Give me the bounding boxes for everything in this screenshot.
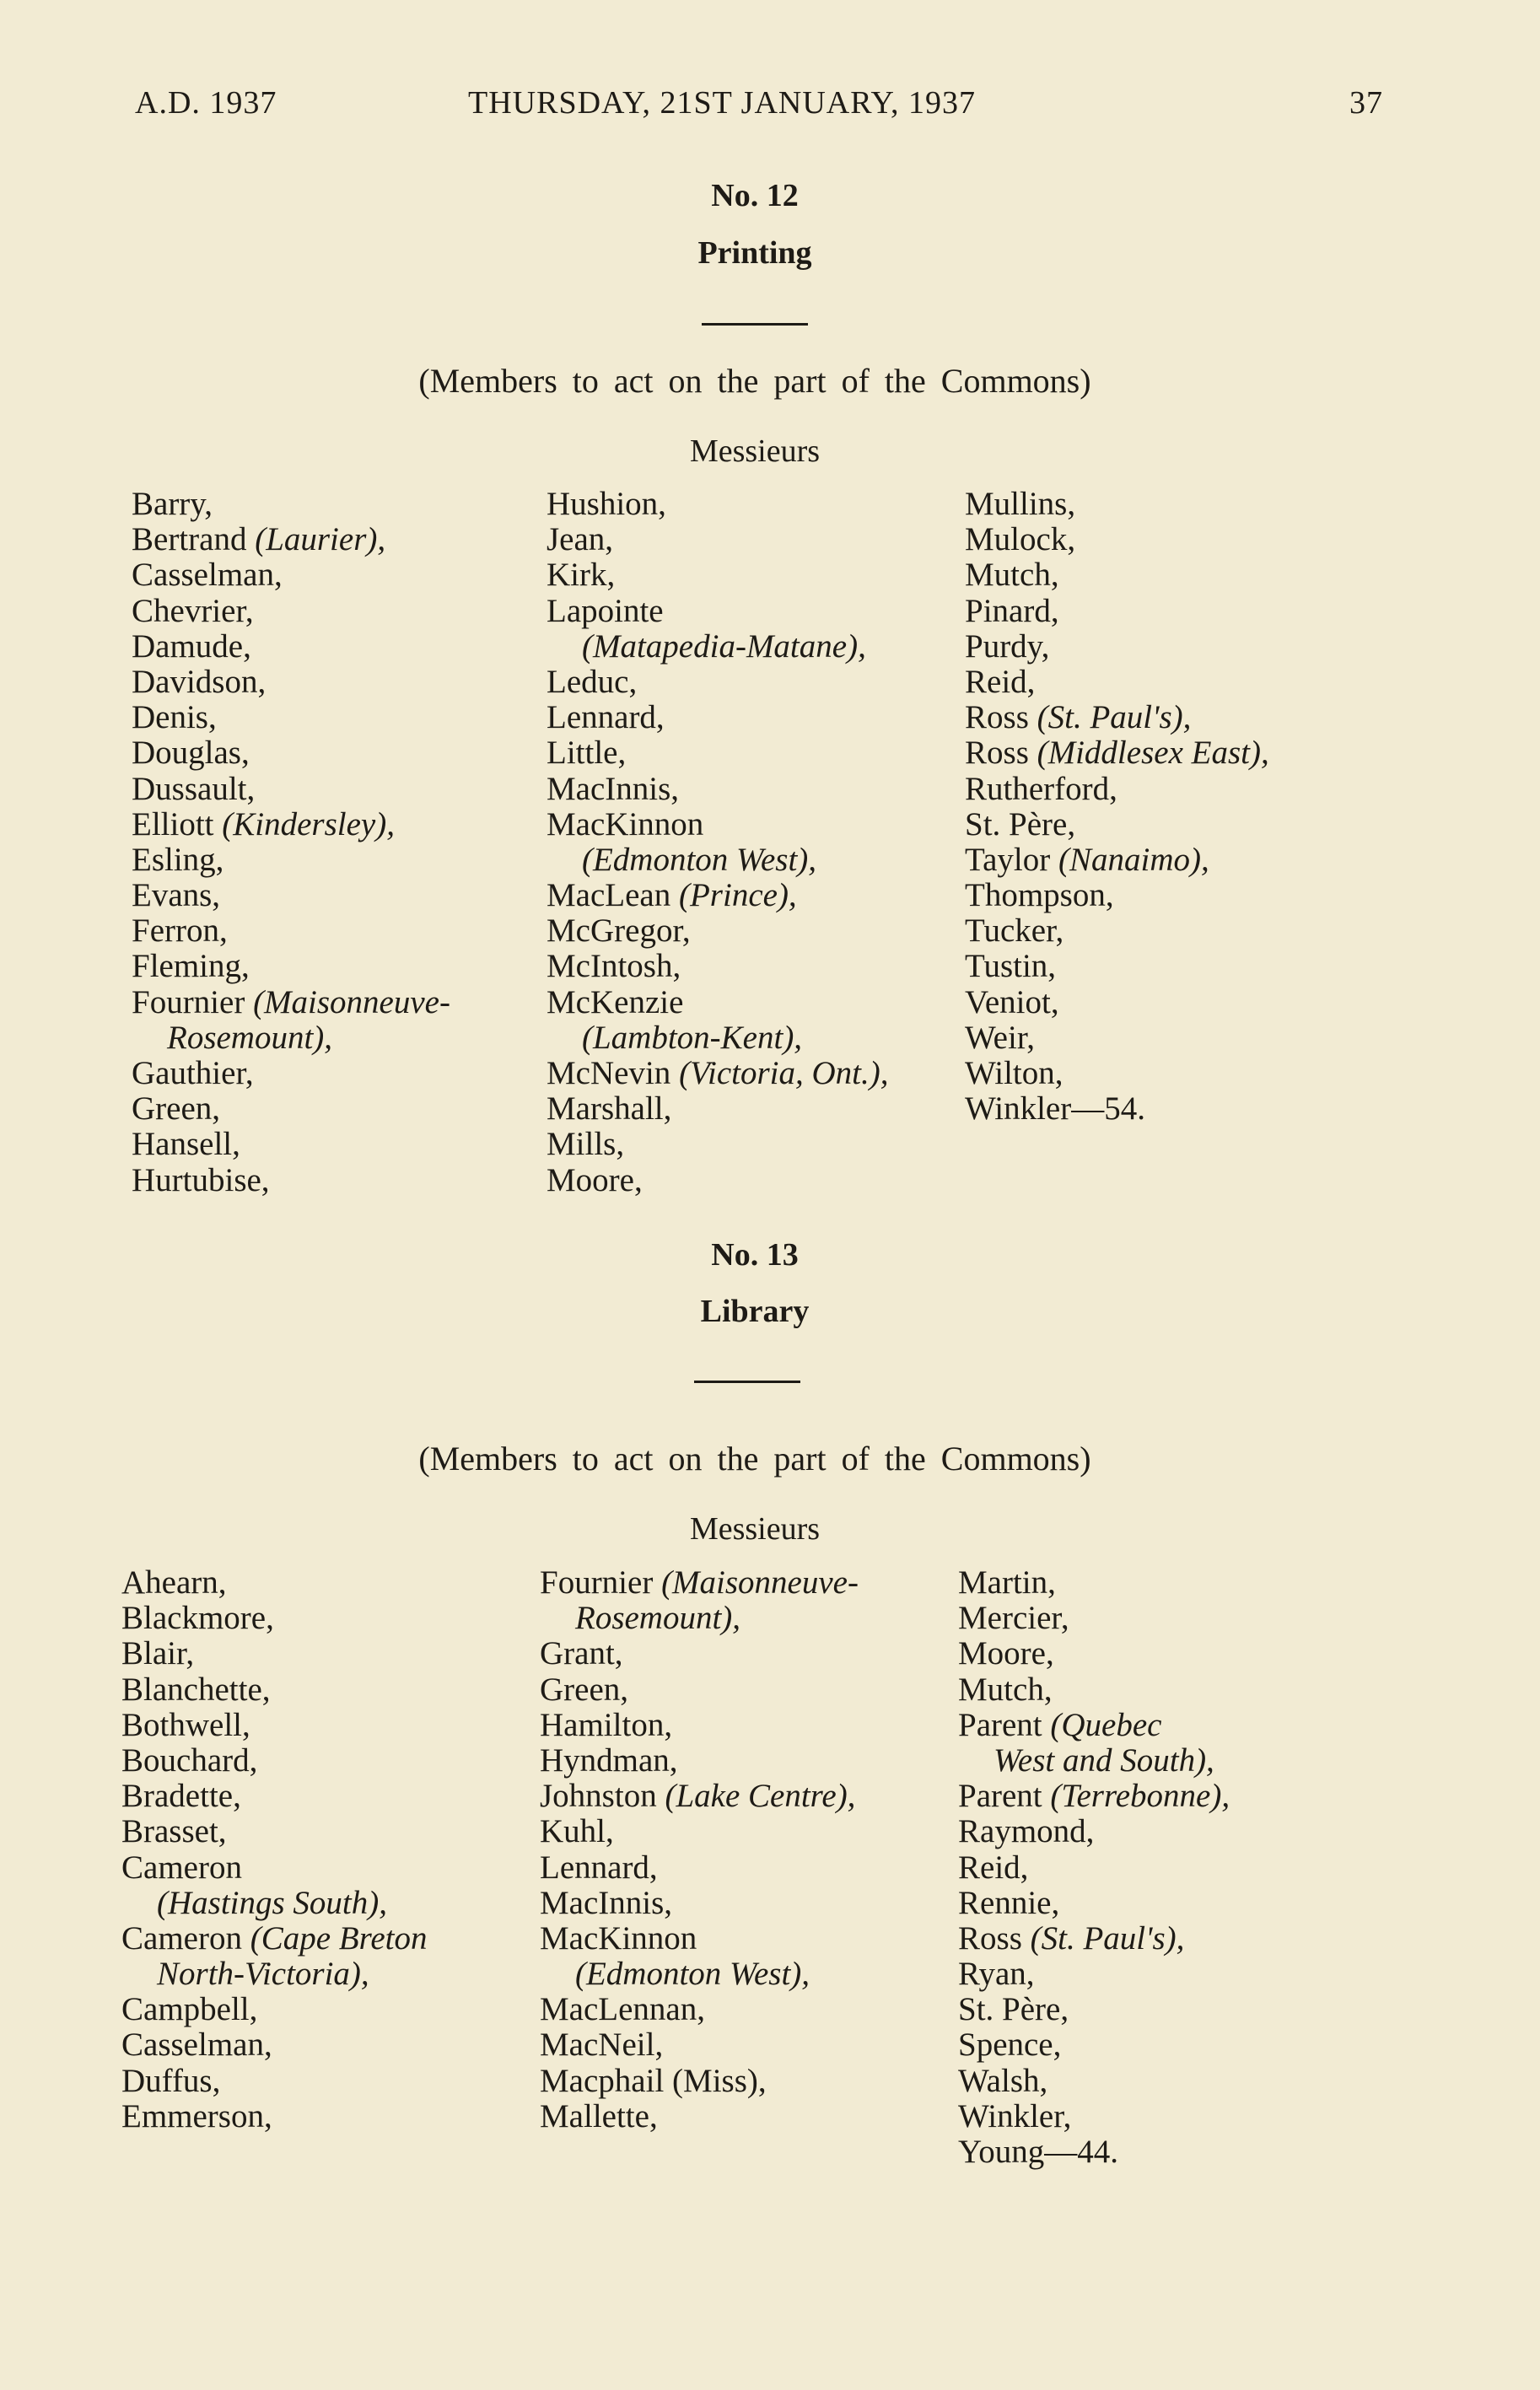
section-12-subject: Printing (697, 235, 812, 271)
member-surname: St. Père, (965, 805, 1076, 842)
member-surname: Evans, (132, 877, 221, 914)
member-surname: Blair, (121, 1635, 195, 1672)
member-name (547, 487, 888, 522)
member-name (121, 1779, 427, 1814)
section-12-column-1 (132, 487, 450, 1198)
member-name (540, 1779, 859, 1814)
member-constituency: (St. Paul's), (1030, 1919, 1185, 1957)
member-constituency: (Maisonneuve- (661, 1564, 859, 1601)
page-number: 37 (1349, 85, 1383, 121)
member-name (132, 557, 450, 593)
member-surname: Hamilton, (540, 1706, 673, 1743)
section-13-column-1 (121, 1565, 427, 2134)
member-name (965, 735, 1269, 771)
member-surname: Ross (958, 1919, 1031, 1957)
member-surname: Hushion, (547, 486, 666, 522)
member-name: (Hastings South), (157, 1884, 387, 1921)
member-surname: McKenzie (547, 983, 684, 1020)
member-name (121, 2064, 427, 2099)
member-name: (Matapedia-Matane), (582, 627, 866, 665)
member-name (965, 842, 1269, 878)
page-header (135, 84, 1383, 126)
member-surname: Kirk, (547, 557, 616, 594)
member-surname: MacLean (547, 877, 679, 914)
member-surname: Mills, (547, 1126, 625, 1163)
section-13-subject: Library (700, 1294, 810, 1329)
member-name (965, 1091, 1269, 1127)
member-name (958, 1779, 1230, 1814)
member-name (958, 1565, 1230, 1601)
member-surname: Mutch, (958, 1671, 1053, 1708)
member-surname: MacLennan, (540, 1991, 705, 2028)
member-name: West and South), (993, 1741, 1214, 1779)
member-name: North-Victoria), (157, 1956, 369, 1993)
member-name (121, 1743, 427, 1779)
member-surname: Grant, (540, 1635, 623, 1672)
member-name (965, 594, 1269, 629)
member-surname: Esling, (132, 841, 224, 878)
member-name (958, 2134, 1230, 2170)
member-name (132, 735, 450, 771)
member-name (121, 1850, 427, 1886)
member-surname: Hyndman, (540, 1741, 678, 1779)
member-name (958, 1672, 1230, 1708)
member-surname: Damude, (132, 627, 251, 665)
member-name (547, 1056, 888, 1091)
section-12-members-note: (Members to act on the part of the Commons) (418, 362, 1091, 400)
member-name (540, 2099, 859, 2134)
member-surname: Hurtubise, (132, 1161, 270, 1198)
member-surname: Casselman, (121, 2027, 272, 2064)
member-name (132, 913, 450, 949)
member-name (965, 913, 1269, 949)
member-name (540, 1814, 859, 1849)
member-surname: Cameron (121, 1919, 250, 1957)
section-12-column-2 (547, 487, 888, 1198)
member-surname: Pinard, (965, 592, 1059, 629)
member-name (958, 1814, 1230, 1849)
member-name (121, 2099, 427, 2134)
member-name (965, 700, 1269, 735)
member-name (132, 985, 450, 1020)
member-name (121, 1565, 427, 1601)
member-name (121, 1636, 427, 1671)
member-name (540, 1743, 859, 1779)
member-name (547, 700, 888, 735)
member-name (540, 2064, 859, 2099)
member-name (132, 629, 450, 665)
header-date: THURSDAY, 21ST JANUARY, 1937 (468, 85, 977, 121)
member-surname: Davidson, (132, 663, 267, 700)
member-surname: Blanchette, (121, 1671, 271, 1708)
member-name (965, 1056, 1269, 1091)
member-surname: Barry, (132, 486, 213, 522)
member-constituency: (Kindersley), (222, 805, 395, 842)
member-surname: St. Père, (958, 1991, 1069, 2028)
member-name (540, 1672, 859, 1708)
member-surname: Johnston (540, 1778, 665, 1815)
member-surname: Fournier (540, 1564, 662, 1601)
member-name (132, 1163, 450, 1198)
member-name (958, 1886, 1230, 1921)
member-surname: Tustin, (965, 948, 1057, 985)
member-surname: MacKinnon (540, 1919, 697, 1957)
member-surname: Mallette, (540, 2097, 658, 2134)
member-name (547, 1091, 888, 1127)
member-name (958, 1708, 1230, 1743)
member-name (965, 772, 1269, 807)
member-surname: Duffus, (121, 2062, 221, 2099)
member-surname: Ross (965, 699, 1037, 736)
member-surname: Mutch, (965, 557, 1059, 594)
member-constituency: (Lake Centre), (665, 1778, 856, 1815)
member-surname: Gauthier, (132, 1055, 254, 1091)
member-name (132, 594, 450, 629)
section-13-members-note: (Members to act on the part of the Commons) (418, 1440, 1091, 1478)
member-surname: Bertrand (132, 521, 256, 558)
member-surname: Green, (132, 1090, 221, 1128)
member-surname: Parent (958, 1778, 1051, 1815)
member-name (132, 807, 450, 842)
member-name: (Edmonton West), (582, 841, 817, 878)
member-name (132, 665, 450, 700)
member-surname: MacKinnon (547, 805, 704, 842)
member-name (958, 1921, 1230, 1957)
member-name: (Edmonton West), (575, 1956, 810, 1993)
member-name (121, 1601, 427, 1636)
member-surname: Martin, (958, 1564, 1056, 1601)
member-name (958, 1992, 1230, 2027)
member-name (965, 878, 1269, 913)
member-name (132, 949, 450, 984)
member-surname: Bothwell, (121, 1706, 250, 1743)
member-name (547, 985, 888, 1020)
member-surname: MacInnis, (540, 1884, 673, 1921)
member-surname: Purdy, (965, 627, 1050, 665)
member-surname: Fournier (132, 983, 254, 1020)
member-name (121, 1814, 427, 1849)
member-surname: Rennie, (958, 1884, 1060, 1921)
member-name (121, 2027, 427, 2063)
member-name (965, 487, 1269, 522)
member-surname: Tucker, (965, 912, 1064, 950)
member-surname: Mullins, (965, 486, 1076, 522)
member-name (547, 665, 888, 700)
member-constituency: (Quebec (1050, 1706, 1162, 1743)
member-name (547, 807, 888, 842)
member-surname: Spence, (958, 2027, 1062, 2064)
member-constituency: (Prince), (679, 877, 797, 914)
member-surname: Chevrier, (132, 592, 254, 629)
member-surname: Mulock, (965, 521, 1076, 558)
member-name: (Lambton-Kent), (582, 1019, 803, 1056)
member-name (958, 2027, 1230, 2063)
member-constituency: (St. Paul's), (1037, 699, 1192, 736)
section-12-column-3 (965, 487, 1269, 1127)
member-name (540, 1636, 859, 1671)
member-surname: Leduc, (547, 663, 638, 700)
member-surname: Denis, (132, 699, 217, 736)
member-name (547, 594, 888, 629)
member-name (547, 522, 888, 557)
member-name (547, 735, 888, 771)
member-surname: Elliott (132, 805, 223, 842)
member-surname: Campbell, (121, 1991, 258, 2028)
member-name (132, 772, 450, 807)
member-name (540, 2027, 859, 2063)
member-name (540, 1708, 859, 1743)
member-surname: Marshall, (547, 1090, 672, 1128)
member-name (132, 522, 450, 557)
member-name (547, 878, 888, 913)
section-13-column-2 (540, 1565, 859, 2134)
member-surname: Macphail (Miss), (540, 2062, 767, 2099)
member-surname: McGregor, (547, 912, 691, 950)
member-name (121, 1708, 427, 1743)
member-name (540, 1886, 859, 1921)
member-surname: Thompson, (965, 877, 1114, 914)
member-surname: Lennard, (547, 699, 665, 736)
member-surname: Lapointe (547, 592, 664, 629)
member-surname: Ferron, (132, 912, 228, 950)
member-surname: Bradette, (121, 1778, 241, 1815)
member-name: Rosemount), (575, 1600, 741, 1637)
member-name (965, 557, 1269, 593)
member-surname: Rutherford, (965, 770, 1117, 807)
section-13-column-3 (958, 1565, 1230, 2170)
member-surname: Moore, (958, 1635, 1054, 1672)
member-surname: Kuhl, (540, 1813, 614, 1850)
member-surname: Emmerson, (121, 2097, 272, 2134)
member-surname: Raymond, (958, 1813, 1095, 1850)
member-name (121, 1921, 427, 1957)
member-surname: Wilton, (965, 1055, 1063, 1091)
member-surname: Douglas, (132, 735, 250, 772)
member-surname: McNevin (547, 1055, 680, 1091)
member-name (547, 557, 888, 593)
member-name (547, 772, 888, 807)
member-surname: Little, (547, 735, 627, 772)
member-name (547, 1127, 888, 1162)
member-name (132, 878, 450, 913)
member-surname: Taylor (965, 841, 1058, 878)
member-surname: Dussault, (132, 770, 256, 807)
member-surname: Ahearn, (121, 1564, 227, 1601)
member-surname: Jean, (547, 521, 614, 558)
member-name (965, 522, 1269, 557)
member-constituency: (Laurier), (255, 521, 386, 558)
member-surname: Veniot, (965, 983, 1059, 1020)
member-surname: Reid, (965, 663, 1036, 700)
member-name (540, 1992, 859, 2027)
member-surname: Blackmore, (121, 1600, 274, 1637)
member-name (540, 1565, 859, 1601)
member-surname: MacNeil, (540, 2027, 664, 2064)
member-name: Rosemount), (167, 1019, 333, 1056)
member-name (132, 1127, 450, 1162)
member-constituency: (Victoria, Ont.), (679, 1055, 889, 1091)
member-name (132, 842, 450, 878)
member-name (958, 1957, 1230, 1992)
member-surname: Winkler—54. (965, 1090, 1145, 1128)
member-surname: Ryan, (958, 1956, 1035, 1993)
header-year: A.D. 1937 (135, 85, 277, 121)
member-name (547, 913, 888, 949)
member-surname: Brasset, (121, 1813, 227, 1850)
section-13-rule (694, 1381, 800, 1383)
member-name (965, 949, 1269, 984)
member-constituency: (Cape Breton (250, 1919, 428, 1957)
member-constituency: (Maisonneuve- (253, 983, 450, 1020)
section-13-messieurs: Messieurs (689, 1511, 821, 1547)
member-surname: Parent (958, 1706, 1051, 1743)
member-surname: MacInnis, (547, 770, 680, 807)
member-name (132, 700, 450, 735)
member-name (132, 487, 450, 522)
member-name (547, 1163, 888, 1198)
member-name (540, 1850, 859, 1886)
member-surname: Green, (540, 1671, 629, 1708)
member-surname: Walsh, (958, 2062, 1048, 2099)
section-12-messieurs: Messieurs (689, 433, 821, 469)
member-surname: Fleming, (132, 948, 250, 985)
member-name (965, 985, 1269, 1020)
member-surname: Weir, (965, 1019, 1036, 1056)
member-constituency: (Middlesex East), (1037, 735, 1269, 772)
member-surname: Hansell, (132, 1126, 240, 1163)
section-12-rule (702, 323, 808, 326)
section-13-number: No. 13 (711, 1237, 799, 1273)
member-surname: Cameron (121, 1849, 242, 1886)
member-name (121, 1992, 427, 2027)
member-surname: McIntosh, (547, 948, 681, 985)
member-surname: Moore, (547, 1161, 643, 1198)
member-surname: Casselman, (132, 557, 283, 594)
member-name (965, 807, 1269, 842)
member-name (132, 1056, 450, 1091)
member-name (965, 1020, 1269, 1056)
member-surname: Ross (965, 735, 1037, 772)
member-name (958, 1601, 1230, 1636)
member-name (958, 1636, 1230, 1671)
member-name (132, 1091, 450, 1127)
member-name (958, 1850, 1230, 1886)
member-name (958, 2099, 1230, 2134)
member-surname: Winkler, (958, 2097, 1072, 2134)
member-constituency: (Terrebonne), (1050, 1778, 1230, 1815)
member-name (121, 1672, 427, 1708)
member-name (547, 949, 888, 984)
member-name (965, 665, 1269, 700)
member-surname: Young—44. (958, 2134, 1119, 2170)
member-name (965, 629, 1269, 665)
member-name (540, 1921, 859, 1957)
member-name (958, 2064, 1230, 2099)
member-surname: Reid, (958, 1849, 1029, 1886)
member-surname: Lennard, (540, 1849, 658, 1886)
member-constituency: (Nanaimo), (1058, 841, 1209, 878)
member-surname: Bouchard, (121, 1741, 258, 1779)
member-surname: Mercier, (958, 1600, 1069, 1637)
section-12-number: No. 12 (711, 178, 799, 213)
